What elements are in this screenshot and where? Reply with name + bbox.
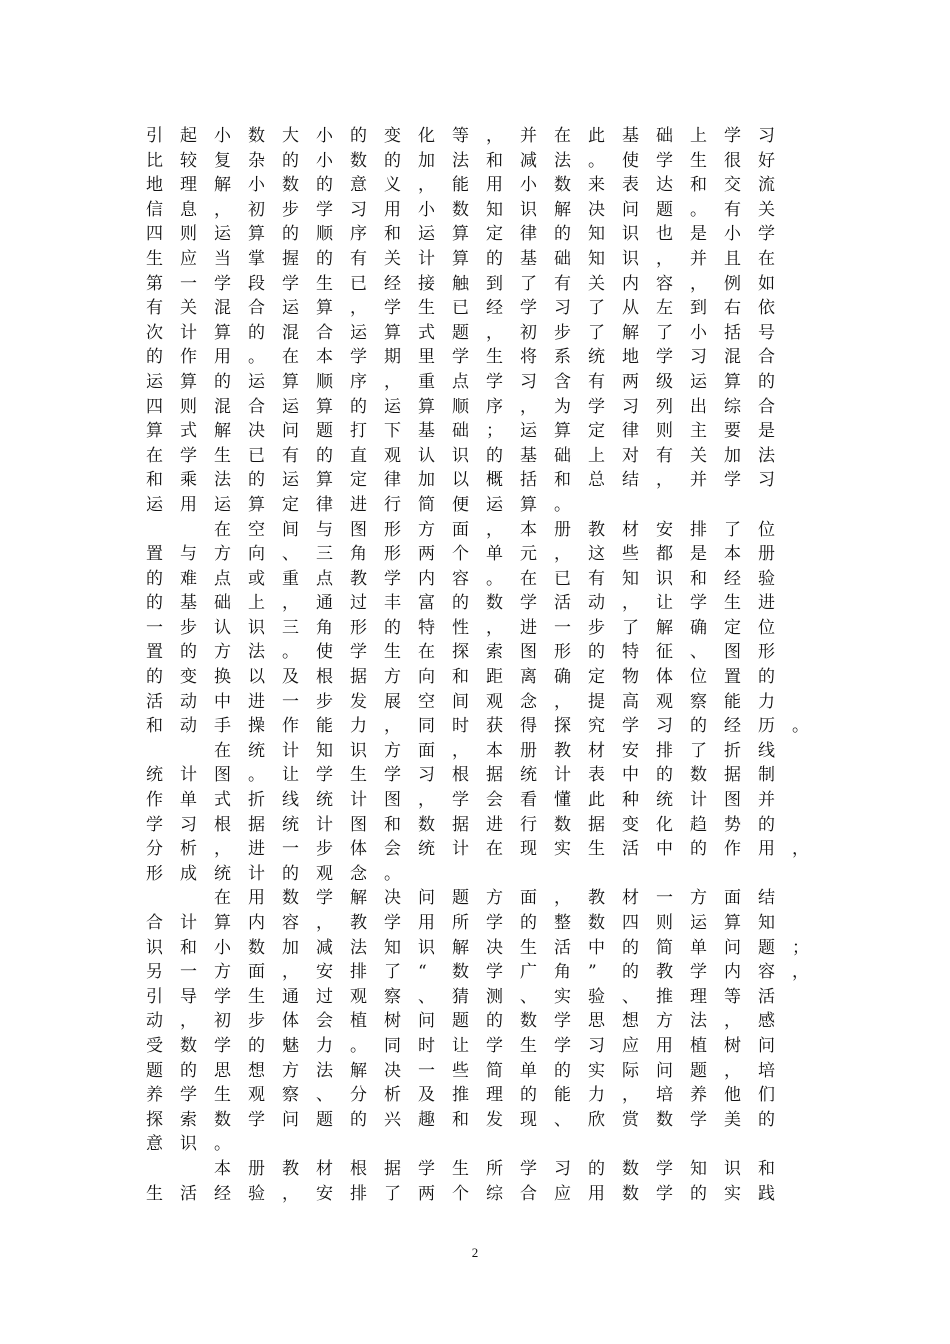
text-line: 算 式 解 决 问 题 打 下 基 础 ； 运 算 定 律 则 主 要 是 xyxy=(146,421,775,442)
page-number: 2 xyxy=(471,1245,479,1260)
text-line: 活 动 中 进 一 步 发 展 空 间 观 念 ， 提 高 观 察 能 力 xyxy=(146,691,775,712)
text-line: 引 导 学 生 通 过 观 察 、 猜 测 、 实 验 、 推 理 等 活 xyxy=(146,986,775,1007)
text-line: 的 作 用 。 在 本 学 期 里 学 生 将 系 统 地 学 习 混 合 xyxy=(146,347,775,368)
text-line: 合 计 算 内 容 ， 教 学 用 所 学 的 整 数 四 则 运 算 知 xyxy=(146,913,775,933)
text-line: 在 用 数 学 解 决 问 题 方 面 ， 教 材 一 方 面 结 xyxy=(214,888,775,909)
text-line: 引 起 小 数 大 小 的 变 化 等 ， 并 在 此 基 础 上 学 习 xyxy=(146,126,775,146)
text-line: 和 乘 法 的 运 算 定 律 加 以 概 括 和 总 结 ， 并 学 习 xyxy=(146,470,775,491)
text-line: 在 统 计 知 识 方 面 ， 本 册 教 材 安 排 了 折 线 xyxy=(214,740,775,761)
text-line: 四 则 混 合 运 算 的 运 算 顺 序 ， 为 学 习 列 出 综 合 xyxy=(146,396,775,417)
text-line: 地 理 解 小 数 的 意 义 ， 能 用 小 数 来 表 达 和 交 流 xyxy=(146,175,775,196)
text-line: 本 册 教 材 根 据 学 生 所 学 习 的 数 学 知 识 和 xyxy=(214,1158,775,1179)
text-line: 意 识 。 xyxy=(146,1134,231,1155)
text-line: 探 索 数 学 问 题 的 兴 趣 和 发 现 、 欣 赏 数 学 美 的 xyxy=(146,1109,775,1130)
text-line: 置 的 方 法 。 使 学 生 在 探 索 图 形 的 特 征 、 图 形 xyxy=(146,642,775,663)
text-line: 生 应 当 掌 握 的 有 关 计 算 的 基 础 知 识 ， 并 且 在 xyxy=(146,248,775,269)
text-line: 另 一 方 面 ， 安 排 了 “ 数 学 广 角 ” 的 教 学 内 容 ， xyxy=(146,962,809,983)
text-line: 在 学 生 已 有 的 直 观 认 识 的 基 础 上 对 有 关 加 法 xyxy=(146,445,775,466)
text-line: 运 用 运 算 定 律 进 行 简 便 运 算 。 xyxy=(146,494,571,515)
text-line: 比 较 复 杂 的 小 数 的 加 法 和 减 法 。 使 学 生 很 好 xyxy=(146,150,775,171)
text-line: 生 活 经 验 ， 安 排 了 两 个 综 合 应 用 数 学 的 实 践 xyxy=(146,1183,775,1204)
text-line: 一 步 认 识 三 角 形 的 特 性 ， 进 一 步 了 解 确 定 位 xyxy=(146,617,775,638)
text-line: 统 计 图 。 让 学 生 学 习 根 据 统 计 表 中 的 数 据 制 xyxy=(146,765,775,786)
text-line: 和 动 手 操 作 能 力 ， 同 时 获 得 探 究 学 习 的 经 历 。 xyxy=(146,716,809,737)
text-line: 的 难 点 或 重 点 教 学 内 容 。 在 已 有 知 识 和 经 验 xyxy=(146,568,775,589)
text-line: 养 学 生 观 察 、 分 析 及 推 理 的 能 力 ， 培 养 他 们 xyxy=(146,1085,775,1106)
text-line: 运 算 的 运 算 顺 序 ， 重 点 学 习 含 有 两 级 运 算 的 xyxy=(146,371,775,392)
text-line: 次 计 算 的 混 合 运 算 式 题 ， 初 步 了 解 了 小 括 号 xyxy=(146,322,775,343)
text-line: 的 基 础 上 ， 通 过 丰 富 的 数 学 活 动 ， 让 学 生 进 xyxy=(146,593,775,614)
text-line: 的 变 换 以 及 根 据 方 向 和 距 离 确 定 物 体 位 置 的 xyxy=(146,667,775,688)
text-line: 置 与 方 向 、 三 角 形 两 个 单 元 ， 这 些 都 是 本 册 xyxy=(146,544,775,565)
body-text xyxy=(146,124,809,1206)
text-line: 形 成 统 计 的 观 念 。 xyxy=(146,863,401,884)
text-line: 在 空 间 与 图 形 方 面 ， 本 册 教 材 安 排 了 位 xyxy=(214,519,775,540)
text-line: 识 和 小 数 加 减 法 知 识 解 决 生 活 中 的 简 单 问 题 ； xyxy=(146,937,809,958)
text-line: 四 则 运 算 的 顺 序 和 运 算 定 律 的 知 识 也 是 小 学 xyxy=(146,224,775,245)
text-line: 题 的 思 想 方 法 解 决 一 些 简 单 的 实 际 问 题 ， 培 xyxy=(146,1060,775,1081)
text-line: 动 ， 初 步 体 会 植 树 问 题 的 数 学 思 想 方 法 ， 感 xyxy=(146,1011,775,1032)
text-line: 第 一 学 段 学 生 已 经 接 触 到 了 有 关 内 容 ， 例 如 xyxy=(146,273,775,294)
text-line: 受 数 学 的 魅 力 。 同 时 让 学 生 学 习 应 用 植 树 问 xyxy=(146,1035,775,1056)
text-line: 有 关 混 合 运 算 ， 学 生 已 经 学 习 了 从 左 到 右 依 xyxy=(146,298,775,319)
text-line: 分 析 ， 进 一 步 体 会 统 计 在 现 实 生 活 中 的 作 用 ， xyxy=(146,839,809,860)
text-line: 学 习 根 据 统 计 图 和 数 据 进 行 数 据 变 化 趋 势 的 xyxy=(146,814,775,835)
text-line: 作 单 式 折 线 统 计 图 ， 学 会 看 懂 此 种 统 计 图 并 xyxy=(146,790,775,811)
text-line: 信 息 ， 初 步 学 习 用 小 数 知 识 解 决 问 题 。 有 关 xyxy=(146,199,775,220)
